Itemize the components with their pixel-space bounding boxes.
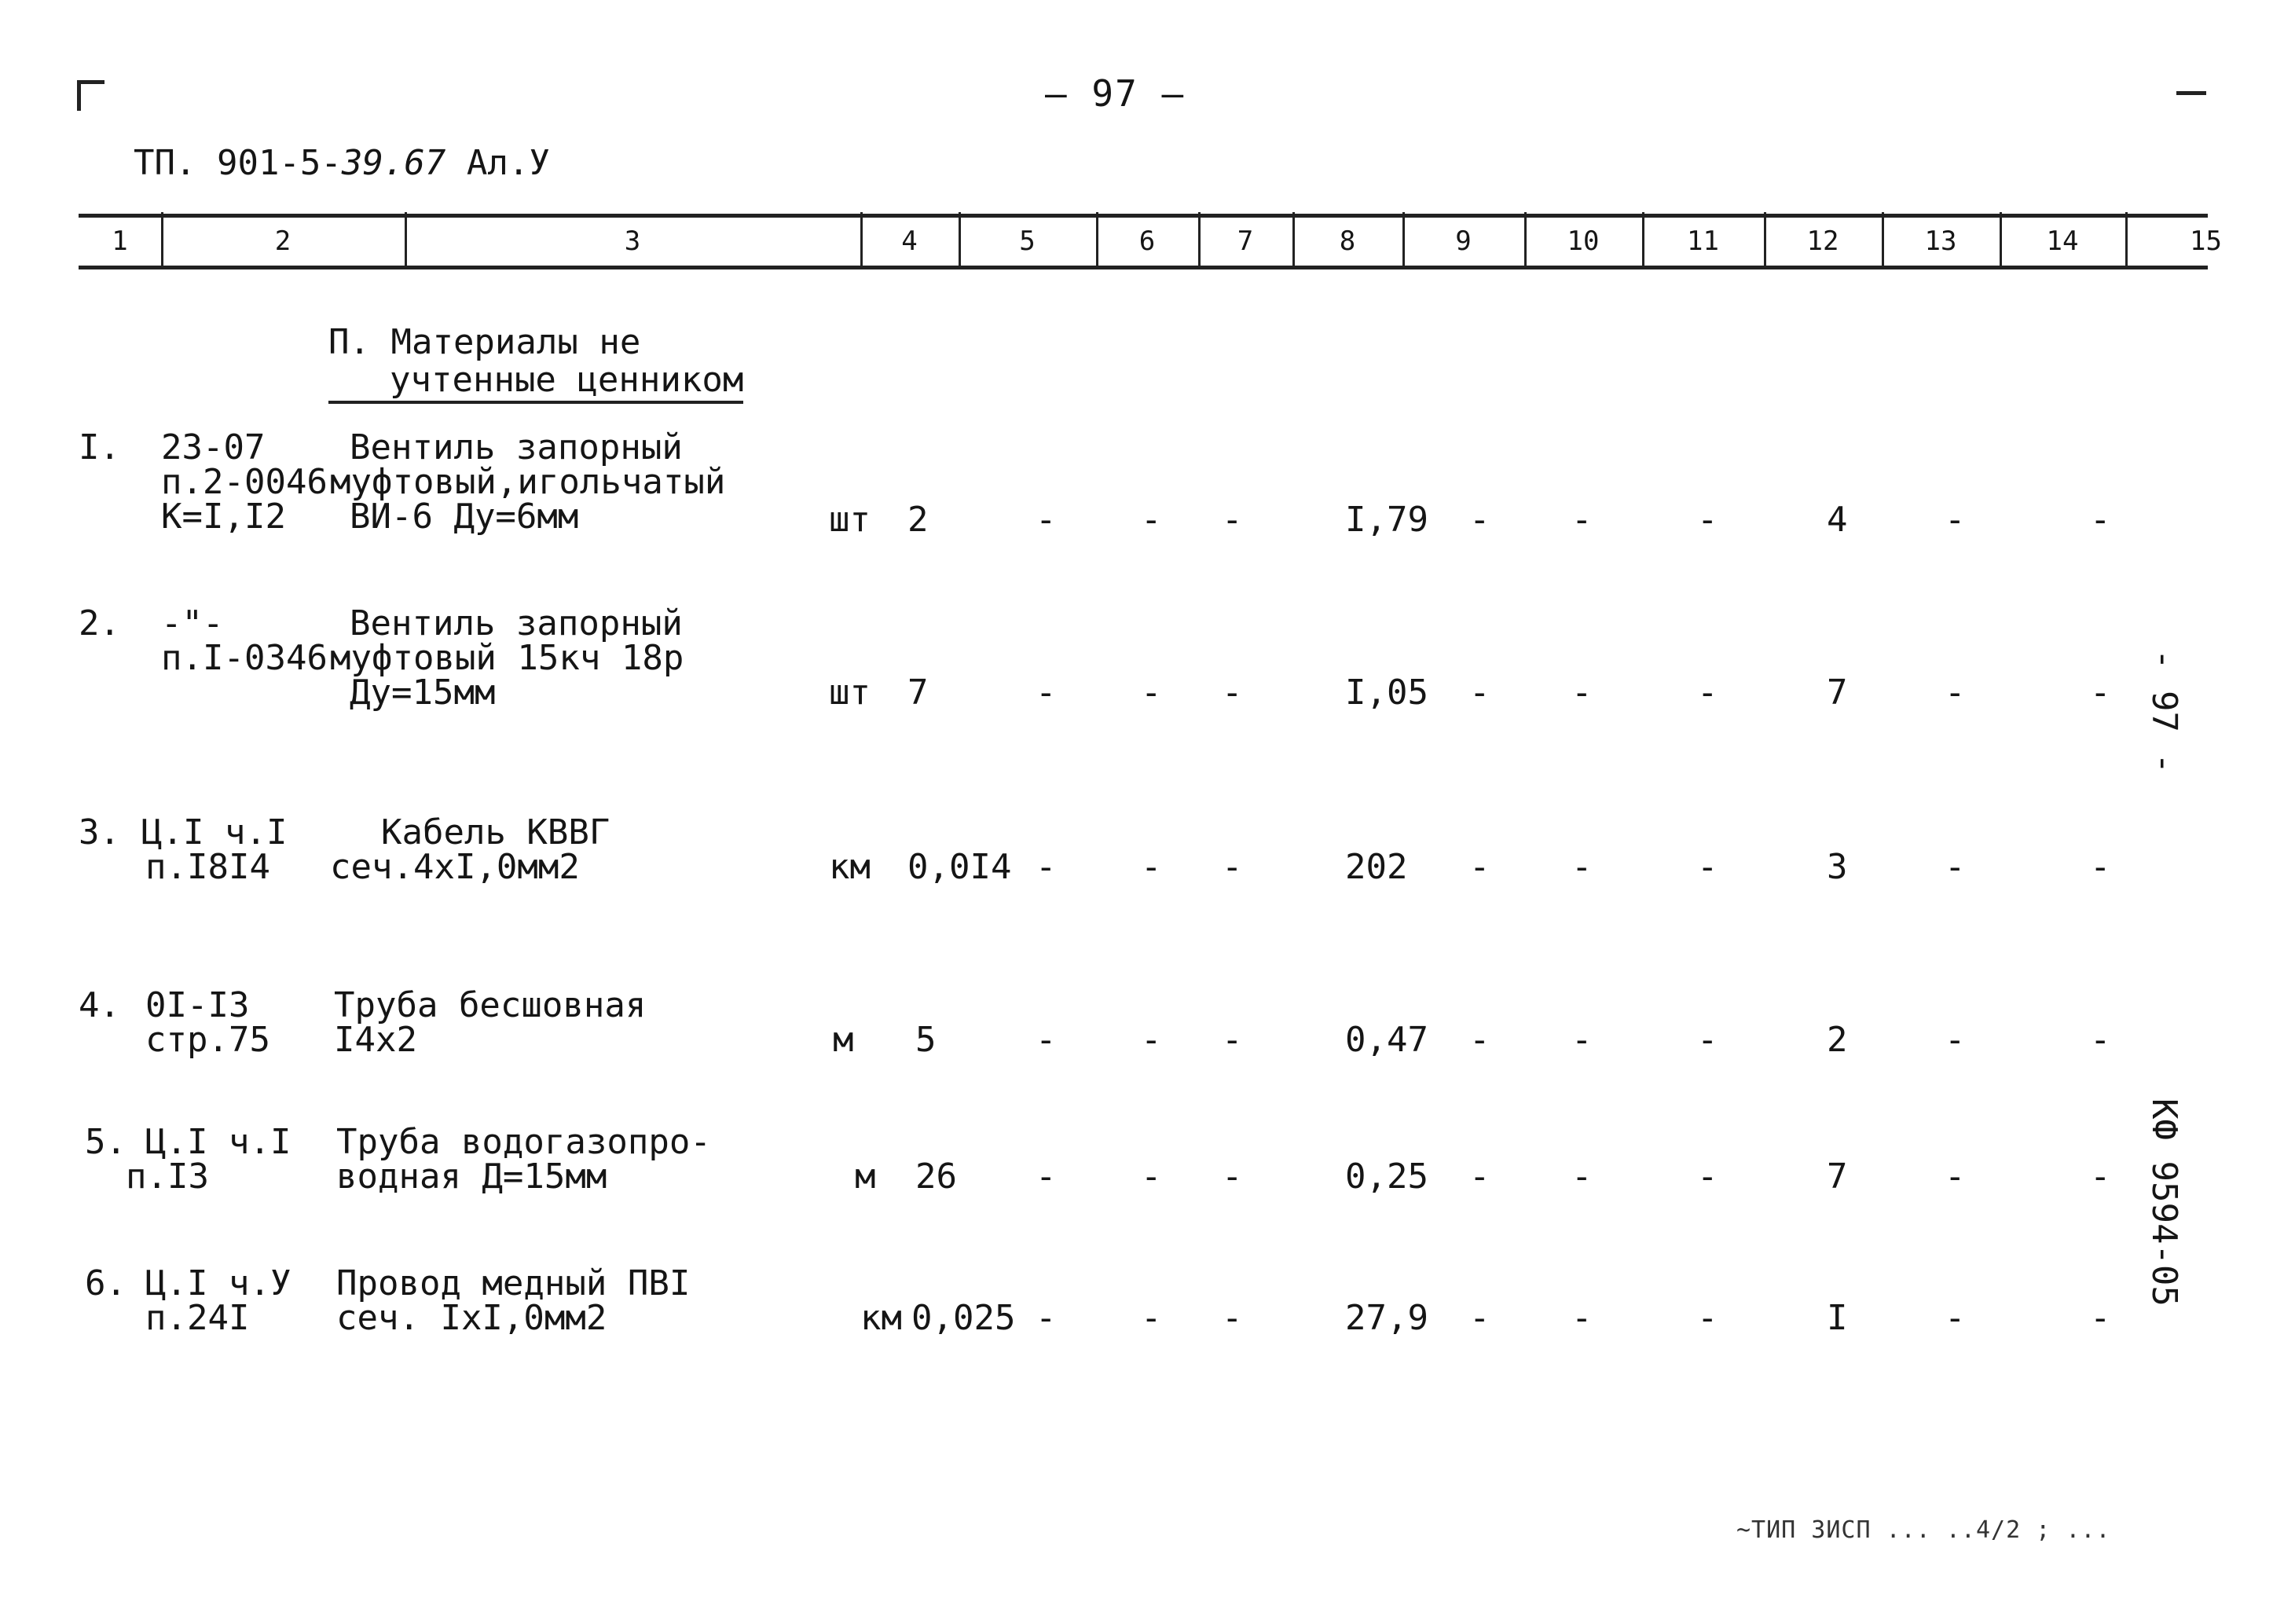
- col-header: 11: [1687, 225, 1719, 257]
- row-col12: -: [1697, 1298, 1718, 1338]
- row-price: I,05: [1345, 673, 1428, 713]
- row-code: п.I8I4: [145, 847, 270, 887]
- row-col11: -: [1571, 847, 1593, 887]
- row-col11: -: [1571, 1298, 1593, 1338]
- col-header: 1: [112, 225, 128, 257]
- row-name: Вентиль запорный: [350, 427, 683, 467]
- doc-ref-suffix: Ал.У: [445, 143, 550, 183]
- side-page-number: - 97 -: [2144, 649, 2184, 774]
- row-price: 27,9: [1345, 1298, 1428, 1338]
- row-col10: -: [1469, 673, 1490, 713]
- row-col13: I: [1827, 1298, 1848, 1338]
- row-col7: -: [1141, 673, 1162, 713]
- row-code: 23-07: [161, 427, 266, 467]
- side-stamp: КФ 9594-05: [2144, 1098, 2184, 1307]
- row-col13: 3: [1827, 847, 1848, 887]
- row-col15: -: [2090, 1298, 2111, 1338]
- row-col6: -: [1036, 500, 1057, 540]
- row-col8: -: [1222, 673, 1243, 713]
- col-header: 12: [1806, 225, 1839, 257]
- row-col10: -: [1469, 847, 1490, 887]
- row-col7: -: [1141, 847, 1162, 887]
- corner-mark: [77, 80, 104, 111]
- row-number: 4.: [79, 985, 120, 1025]
- row-col8: -: [1222, 847, 1243, 887]
- row-col8: -: [1222, 1157, 1243, 1197]
- row-col6: -: [1036, 1020, 1057, 1060]
- row-col13: 7: [1827, 1157, 1848, 1197]
- col-header: 9: [1455, 225, 1472, 257]
- row-col14: -: [1945, 1157, 1966, 1197]
- row-unit: км: [829, 847, 871, 887]
- section-title-line2: учтенные ценником: [328, 361, 743, 404]
- row-number: I.: [79, 427, 120, 467]
- row-code: К=I,I2: [161, 497, 286, 537]
- row-code: стр.75: [145, 1020, 270, 1060]
- row-name: ВИ-6 Ду=6мм: [350, 497, 579, 537]
- column-divider: [1764, 212, 1766, 269]
- row-code: Ц.I ч.I: [141, 812, 288, 852]
- row-name: сеч. IхI,0мм2: [336, 1298, 607, 1338]
- row-col7: -: [1141, 500, 1162, 540]
- row-col10: -: [1469, 1020, 1490, 1060]
- row-number: 3.: [79, 812, 120, 852]
- row-unit: шт: [829, 673, 871, 713]
- column-divider: [1198, 212, 1201, 269]
- row-quantity: 2: [907, 500, 929, 540]
- row-col7: -: [1141, 1157, 1162, 1197]
- column-divider: [1292, 212, 1295, 269]
- row-number: 2.: [79, 603, 120, 643]
- row-name: Вентиль запорный: [350, 603, 683, 643]
- row-quantity: 7: [907, 673, 929, 713]
- row-col12: -: [1697, 500, 1718, 540]
- row-code: Ц.I ч.У: [145, 1263, 291, 1303]
- row-col14: -: [1945, 847, 1966, 887]
- column-divider: [959, 212, 961, 269]
- row-quantity: 0,025: [911, 1298, 1016, 1338]
- column-header-row: [79, 218, 2222, 267]
- row-name: муфтовый,игольчатый: [330, 462, 726, 502]
- row-col15: -: [2090, 847, 2111, 887]
- row-col6: -: [1036, 673, 1057, 713]
- column-divider: [1524, 212, 1527, 269]
- row-name: сеч.4хI,0мм2: [330, 847, 580, 887]
- row-unit: шт: [829, 500, 871, 540]
- column-divider: [2125, 212, 2128, 269]
- row-col8: -: [1222, 500, 1243, 540]
- column-divider: [1096, 212, 1098, 269]
- row-name: Ду=15мм: [350, 673, 496, 713]
- row-col10: -: [1469, 1157, 1490, 1197]
- row-quantity: 26: [915, 1157, 957, 1197]
- row-col10: -: [1469, 500, 1490, 540]
- doc-ref-handwritten: 39.67: [341, 143, 446, 183]
- row-col11: -: [1571, 500, 1593, 540]
- row-name: I4х2: [334, 1020, 417, 1060]
- row-col12: -: [1697, 847, 1718, 887]
- print-footnote: ~ТИП ЗИСП ... ..4/2 ; ...: [1736, 1516, 2111, 1544]
- row-code: п.I-0346: [161, 638, 328, 678]
- row-name: Кабель КВВГ: [381, 812, 610, 852]
- row-col15: -: [2090, 673, 2111, 713]
- row-col11: -: [1571, 1157, 1593, 1197]
- row-quantity: 5: [915, 1020, 937, 1060]
- row-col11: -: [1571, 1020, 1593, 1060]
- row-number: 5.: [85, 1122, 126, 1162]
- row-price: 202: [1345, 847, 1408, 887]
- row-name: водная Д=15мм: [336, 1157, 607, 1197]
- header-top-rule: [79, 214, 2208, 218]
- col-header: 5: [1019, 225, 1036, 257]
- row-quantity: 0,0I4: [907, 847, 1012, 887]
- row-name: Труба бесшовная: [334, 985, 647, 1025]
- row-code: п.I3: [126, 1157, 209, 1197]
- row-code: 0I-I3: [145, 985, 250, 1025]
- col-header: 4: [901, 225, 918, 257]
- row-code: п.2-0046: [161, 462, 328, 502]
- row-code: п.24I: [145, 1298, 250, 1338]
- col-header: 2: [274, 225, 291, 257]
- row-col7: -: [1141, 1020, 1162, 1060]
- column-divider: [1642, 212, 1644, 269]
- row-code: Ц.I ч.I: [145, 1122, 291, 1162]
- row-name: муфтовый 15кч 18р: [330, 638, 684, 678]
- col-header: 10: [1567, 225, 1600, 257]
- row-col6: -: [1036, 1157, 1057, 1197]
- row-col8: -: [1222, 1298, 1243, 1338]
- row-unit: м: [855, 1157, 876, 1197]
- row-col7: -: [1141, 1298, 1162, 1338]
- col-header: 3: [624, 225, 641, 257]
- row-col6: -: [1036, 847, 1057, 887]
- row-col13: 2: [1827, 1020, 1848, 1060]
- column-divider: [405, 212, 407, 269]
- column-divider: [161, 212, 163, 269]
- row-col14: -: [1945, 673, 1966, 713]
- row-col10: -: [1469, 1298, 1490, 1338]
- row-name: Провод медный ПВI: [336, 1263, 691, 1303]
- column-divider: [860, 212, 863, 269]
- row-col12: -: [1697, 1020, 1718, 1060]
- col-header: 6: [1138, 225, 1156, 257]
- row-col14: -: [1945, 500, 1966, 540]
- row-col12: -: [1697, 673, 1718, 713]
- col-header: 14: [2046, 225, 2079, 257]
- col-header: 13: [1924, 225, 1957, 257]
- row-unit: м: [833, 1020, 854, 1060]
- row-col13: 7: [1827, 673, 1848, 713]
- row-col15: -: [2090, 500, 2111, 540]
- row-col6: -: [1036, 1298, 1057, 1338]
- row-col12: -: [1697, 1157, 1718, 1197]
- row-col13: 4: [1827, 500, 1848, 540]
- col-header: 15: [2190, 225, 2222, 257]
- row-col8: -: [1222, 1020, 1243, 1060]
- column-divider: [1402, 212, 1405, 269]
- doc-ref-prefix: ТП. 901-5-: [134, 143, 342, 183]
- row-price: I,79: [1345, 500, 1428, 540]
- col-header: 8: [1339, 225, 1356, 257]
- corner-dash: [2176, 91, 2206, 95]
- row-col15: -: [2090, 1020, 2111, 1060]
- row-name: Труба водогазопро-: [336, 1122, 711, 1162]
- row-col14: -: [1945, 1298, 1966, 1338]
- row-col15: -: [2090, 1157, 2111, 1197]
- document-reference: [134, 143, 550, 183]
- row-price: 0,25: [1345, 1157, 1428, 1197]
- column-divider: [1882, 212, 1884, 269]
- page-number: — 97 —: [1045, 72, 1186, 115]
- row-code: -"-: [161, 603, 224, 643]
- section-title: [328, 324, 743, 404]
- row-col11: -: [1571, 673, 1593, 713]
- column-divider: [2000, 212, 2002, 269]
- col-header: 7: [1237, 225, 1254, 257]
- row-number: 6.: [85, 1263, 126, 1303]
- row-col14: -: [1945, 1020, 1966, 1060]
- section-title-line1: П. Материалы не: [328, 322, 641, 362]
- row-unit: км: [860, 1298, 902, 1338]
- row-price: 0,47: [1345, 1020, 1428, 1060]
